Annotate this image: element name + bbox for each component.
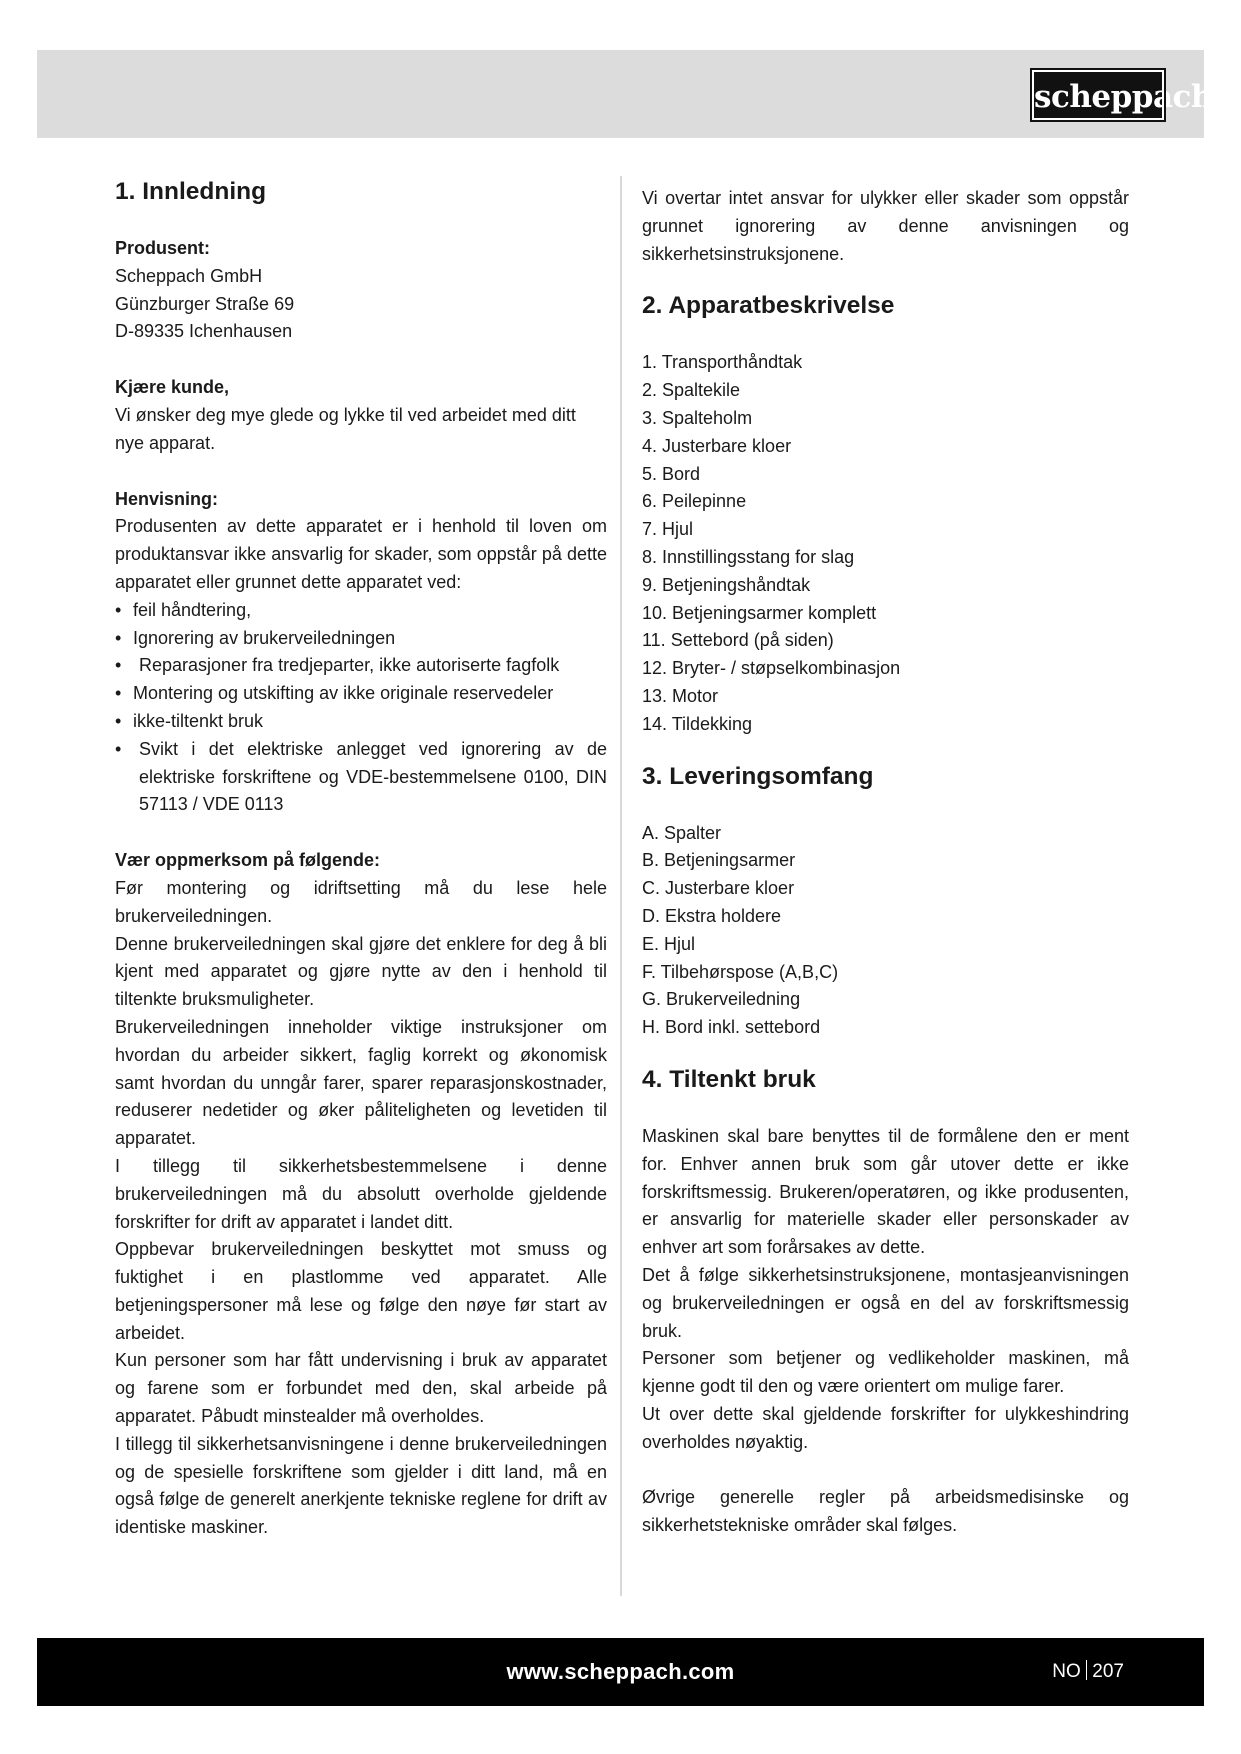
- column-divider: [620, 176, 622, 1596]
- use-paragraph: Det å følge sikkerhetsinstruksjonene, montasjeanvisningen og brukerveiledningen er også en del av forskriftsmessig bruk.: [642, 1264, 1129, 1341]
- list-item: 5. Bord: [642, 463, 701, 484]
- attention-paragraph: Oppbevar brukerveiledningen beskyttet mot smuss og fuktighet i en plastlomme ved apparatet. Alle betjeningspersoner må lese og følge den nøye før start av arbeidet.: [115, 1239, 607, 1343]
- list-item: 8. Innstillingsstang for slag: [642, 546, 855, 567]
- list-item: 11. Settebord (på siden): [642, 630, 834, 651]
- attention-paragraph: Før montering og idriftsetting må du lese hele brukerveiledningen.: [115, 877, 607, 926]
- attention-paragraph: Brukerveiledningen inneholder viktige instruksjoner om hvordan du arbeider sikkert, faglig korrekt og økonomisk samt hvordan du unngår farer, sparer reparasjonskostnader, reduserer nedetider og øker påliteligheten og levetiden til apparatet.: [115, 1016, 607, 1149]
- use-paragraph: Ut over dette skal gjeldende forskrifter for ulykkeshindring overholdes nøyaktig.: [642, 1403, 1129, 1452]
- note-text: Produsenten av dette apparatet er i henhold til loven om produktansvar ikke ansvarlig for skader, som oppstår på dette apparatet eller grunnet dette apparatet ved:: [115, 516, 607, 592]
- producer-label: Produsent:: [115, 238, 211, 258]
- list-item: H. Bord inkl. settebord: [642, 1017, 821, 1038]
- left-column: [115, 176, 607, 1542]
- list-item: F. Tilbehørspose (A,B,C): [642, 961, 839, 982]
- liability-bullet-list: [115, 597, 607, 819]
- producer-line: Scheppach GmbH: [115, 265, 263, 286]
- attention-paragraph: Denne brukerveiledningen skal gjøre det enklere for deg å bli kjent med apparatet og gjøre nytte av den i henhold til tiltenkte bruksmuligheter.: [115, 933, 607, 1010]
- section-2-heading: 2. Apparatbeskrivelse: [642, 292, 895, 320]
- page-footer: [37, 1638, 1204, 1706]
- scheppach-logo: scheppach: [1032, 70, 1164, 120]
- list-item: E. Hjul: [642, 933, 696, 954]
- list-item: • Ignorering av brukerveiledningen: [115, 625, 607, 653]
- list-item: • Reparasjoner fra tredjeparter, ikke autoriserte fagfolk: [115, 652, 607, 680]
- language-code: NO: [1052, 1661, 1081, 1682]
- list-item: 1. Transporthåndtak: [642, 352, 803, 373]
- use-paragraph: Maskinen skal bare benyttes til de formålene den er ment for. Enhver annen bruk som går utover dette er ikke forskriftsmessig. Brukeren/operatøren, og ikke produsenten, er ansvarlig for materielle skader eller personskader av enhver art som forårsakes av dette.: [642, 1125, 1129, 1258]
- list-item: • ikke-tiltenkt bruk: [115, 708, 607, 736]
- list-item: • Svikt i det elektriske anlegget ved ignorering av de elektriske forskriftene og VDE-bestemmelsene 0100, DIN 57113 / VDE 0113: [115, 736, 607, 819]
- note-label: Henvisning:: [115, 488, 219, 509]
- list-item: 6. Peilepinne: [642, 491, 747, 512]
- page-number-value: 207: [1092, 1661, 1124, 1682]
- dear-customer-label: Kjære kunde,: [115, 377, 230, 398]
- parts-list: [642, 349, 1129, 738]
- producer-line: Günzburger Straße 69: [115, 293, 295, 314]
- list-item: G. Brukerveiledning: [642, 989, 801, 1010]
- page-header: [37, 50, 1213, 138]
- list-item: 12. Bryter- / støpselkombinasjon: [642, 658, 901, 679]
- list-item: 3. Spalteholm: [642, 407, 753, 428]
- attention-label: Vær oppmerksom på følgende:: [115, 850, 381, 871]
- general-rules-text: Øvrige generelle regler på arbeidsmedisinske og sikkerhetstekniske områder skal følges.: [642, 1487, 1129, 1536]
- list-item: 9. Betjeningshåndtak: [642, 574, 811, 595]
- page-number: [1052, 1638, 1124, 1706]
- liability-text: Vi overtar intet ansvar for ulykker eller skader som oppstår grunnet ignorering av denne anvisningen og sikkerhetsinstruksjonene.: [642, 188, 1129, 264]
- use-paragraph: Personer som betjener og vedlikeholder maskinen, må kjenne godt til den og være orientert om mulige farer.: [642, 1348, 1129, 1397]
- list-item: B. Betjeningsarmer: [642, 850, 796, 871]
- attention-paragraph: I tillegg til sikkerhetsbestemmelsene i denne brukerveiledningen må du absolutt overholde gjeldende forskrifter for drift av apparatet i landet ditt.: [115, 1155, 607, 1232]
- producer-line: D-89335 Ichenhausen: [115, 321, 293, 342]
- list-item: D. Ekstra holdere: [642, 905, 782, 926]
- attention-paragraph: I tillegg til sikkerhetsanvisningene i denne brukerveiledningen og de spesielle forskriftene som gjelder i ditt land, må en også følge de generelt anerkjente tekniske reglene for drift av identiske maskiner.: [115, 1433, 607, 1538]
- right-column: [642, 176, 1129, 1540]
- list-item: • feil håndtering,: [115, 597, 607, 625]
- delivery-list: [642, 820, 1129, 1042]
- list-item: 2. Spaltekile: [642, 380, 741, 401]
- website-link[interactable]: www.scheppach.com: [506, 1659, 735, 1684]
- list-item: 14. Tildekking: [642, 713, 753, 734]
- attention-paragraph: Kun personer som har fått undervisning i bruk av apparatet og farene som er forbundet med den, skal arbeide på apparatet. Påbudt minstealder må overholdes.: [115, 1350, 607, 1427]
- list-item: A. Spalter: [642, 822, 722, 843]
- list-item: 10. Betjeningsarmer komplett: [642, 602, 877, 623]
- list-item: 13. Motor: [642, 685, 719, 706]
- separator: [1086, 1660, 1088, 1680]
- list-item: 7. Hjul: [642, 519, 694, 540]
- list-item: 4. Justerbare kloer: [642, 435, 792, 456]
- section-1-heading: 1. Innledning: [115, 178, 267, 205]
- list-item: C. Justerbare kloer: [642, 878, 795, 899]
- section-4-heading: 4. Tiltenkt bruk: [642, 1065, 816, 1093]
- dear-customer-text: Vi ønsker deg mye glede og lykke til ved arbeidet med ditt nye apparat.: [115, 404, 576, 453]
- list-item: • Montering og utskifting av ikke originale reservedeler: [115, 680, 607, 708]
- section-3-heading: 3. Leveringsomfang: [642, 762, 874, 790]
